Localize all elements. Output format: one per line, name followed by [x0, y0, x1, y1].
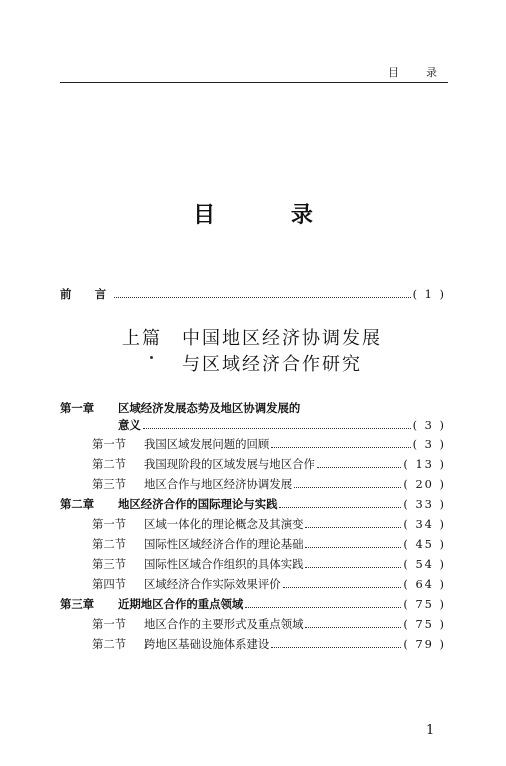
toc-title: 我国区域发展问题的回顾	[144, 437, 270, 451]
dot-leader	[283, 578, 402, 588]
toc-title: 国际性区域经济合作的理论基础	[144, 537, 304, 551]
toc-title: 区域一体化的理论概念及其演变	[144, 517, 304, 531]
toc-chapter-1-cont[interactable]	[118, 417, 446, 433]
toc-num: 第二章	[60, 497, 95, 511]
running-head: 目 录	[388, 66, 445, 79]
toc-chapter-1[interactable]	[60, 400, 446, 416]
toc-title: 地区合作的主要形式及重点领域	[144, 617, 304, 631]
toc-num: 第一章	[60, 401, 95, 415]
toc-section[interactable]	[92, 636, 446, 652]
page-title: 目 录	[193, 202, 347, 228]
dot-leader	[294, 478, 401, 488]
toc-page: ( 13 )	[403, 457, 446, 471]
dot-leader	[317, 458, 402, 468]
dot-leader	[271, 638, 401, 648]
toc-num: 第二节	[92, 537, 127, 551]
toc-section[interactable]	[92, 456, 446, 472]
toc-page: ( 33 )	[403, 497, 446, 511]
toc-title: 地区经济合作的国际理论与实践	[118, 497, 278, 511]
toc-page: ( 75 )	[403, 597, 446, 611]
dot-leader	[305, 518, 401, 528]
dot-leader	[305, 538, 401, 548]
toc-num: 第三章	[60, 597, 95, 611]
toc-num: 第一节	[92, 437, 127, 451]
toc-chapter-3[interactable]	[60, 596, 446, 612]
toc-title: 国际性区域合作组织的具体实践	[144, 557, 304, 571]
toc-section[interactable]	[92, 516, 446, 532]
toc-section[interactable]	[92, 536, 446, 552]
toc-preface-label: 前 言	[60, 287, 113, 301]
part-title-line2: 与区域经济合作研究	[182, 354, 362, 375]
toc-num: 第二节	[92, 457, 127, 471]
toc-title: 近期地区合作的重点领域	[118, 597, 244, 611]
toc-page: ( 45 )	[403, 537, 446, 551]
dot-leader	[271, 438, 410, 448]
toc-section[interactable]	[92, 476, 446, 492]
toc-section[interactable]	[92, 576, 446, 592]
toc-num: 第三节	[92, 477, 127, 491]
toc-section[interactable]	[92, 556, 446, 572]
dot-leader	[245, 598, 401, 608]
toc-num: 第二节	[92, 637, 127, 651]
dot-leader	[279, 498, 401, 508]
toc-page: ( 54 )	[403, 557, 446, 571]
toc-title: 区域经济合作实际效果评价	[144, 577, 281, 591]
page-number: 1	[426, 723, 435, 738]
toc-title: 地区合作与地区经济协调发展	[144, 477, 293, 491]
toc-page: ( 64 )	[403, 577, 446, 591]
toc-num: 第三节	[92, 557, 127, 571]
toc-page: ( 3 )	[412, 418, 446, 432]
toc-num: 第四节	[92, 577, 127, 591]
toc-title: 我国现阶段的区域发展与地区合作	[144, 457, 315, 471]
dot-leader	[305, 618, 401, 628]
toc-page: ( 34 )	[403, 517, 446, 531]
toc-preface-page: ( 1 )	[412, 287, 446, 301]
toc-section[interactable]	[92, 616, 446, 632]
toc-page: ( 3 )	[412, 437, 446, 451]
dot-leader	[305, 558, 401, 568]
toc-title: 意义	[118, 418, 141, 432]
toc-chapter-2[interactable]	[60, 496, 446, 512]
header-rule	[60, 82, 448, 83]
toc-num: 第一节	[92, 617, 127, 631]
toc-section[interactable]	[92, 436, 446, 452]
toc-preface[interactable]	[60, 286, 446, 302]
decorative-dot	[150, 356, 153, 359]
toc-num: 第一节	[92, 517, 127, 531]
part-title-line1: 上篇 中国地区经济协调发展	[122, 328, 382, 349]
toc-page: ( 79 )	[403, 637, 446, 651]
dot-leader	[114, 288, 410, 298]
toc-title: 区域经济发展态势及地区协调发展的	[118, 401, 301, 415]
dot-leader	[143, 419, 411, 429]
toc-page: ( 20 )	[403, 477, 446, 491]
toc-title: 跨地区基础设施体系建设	[144, 637, 270, 651]
toc-page: ( 75 )	[403, 617, 446, 631]
